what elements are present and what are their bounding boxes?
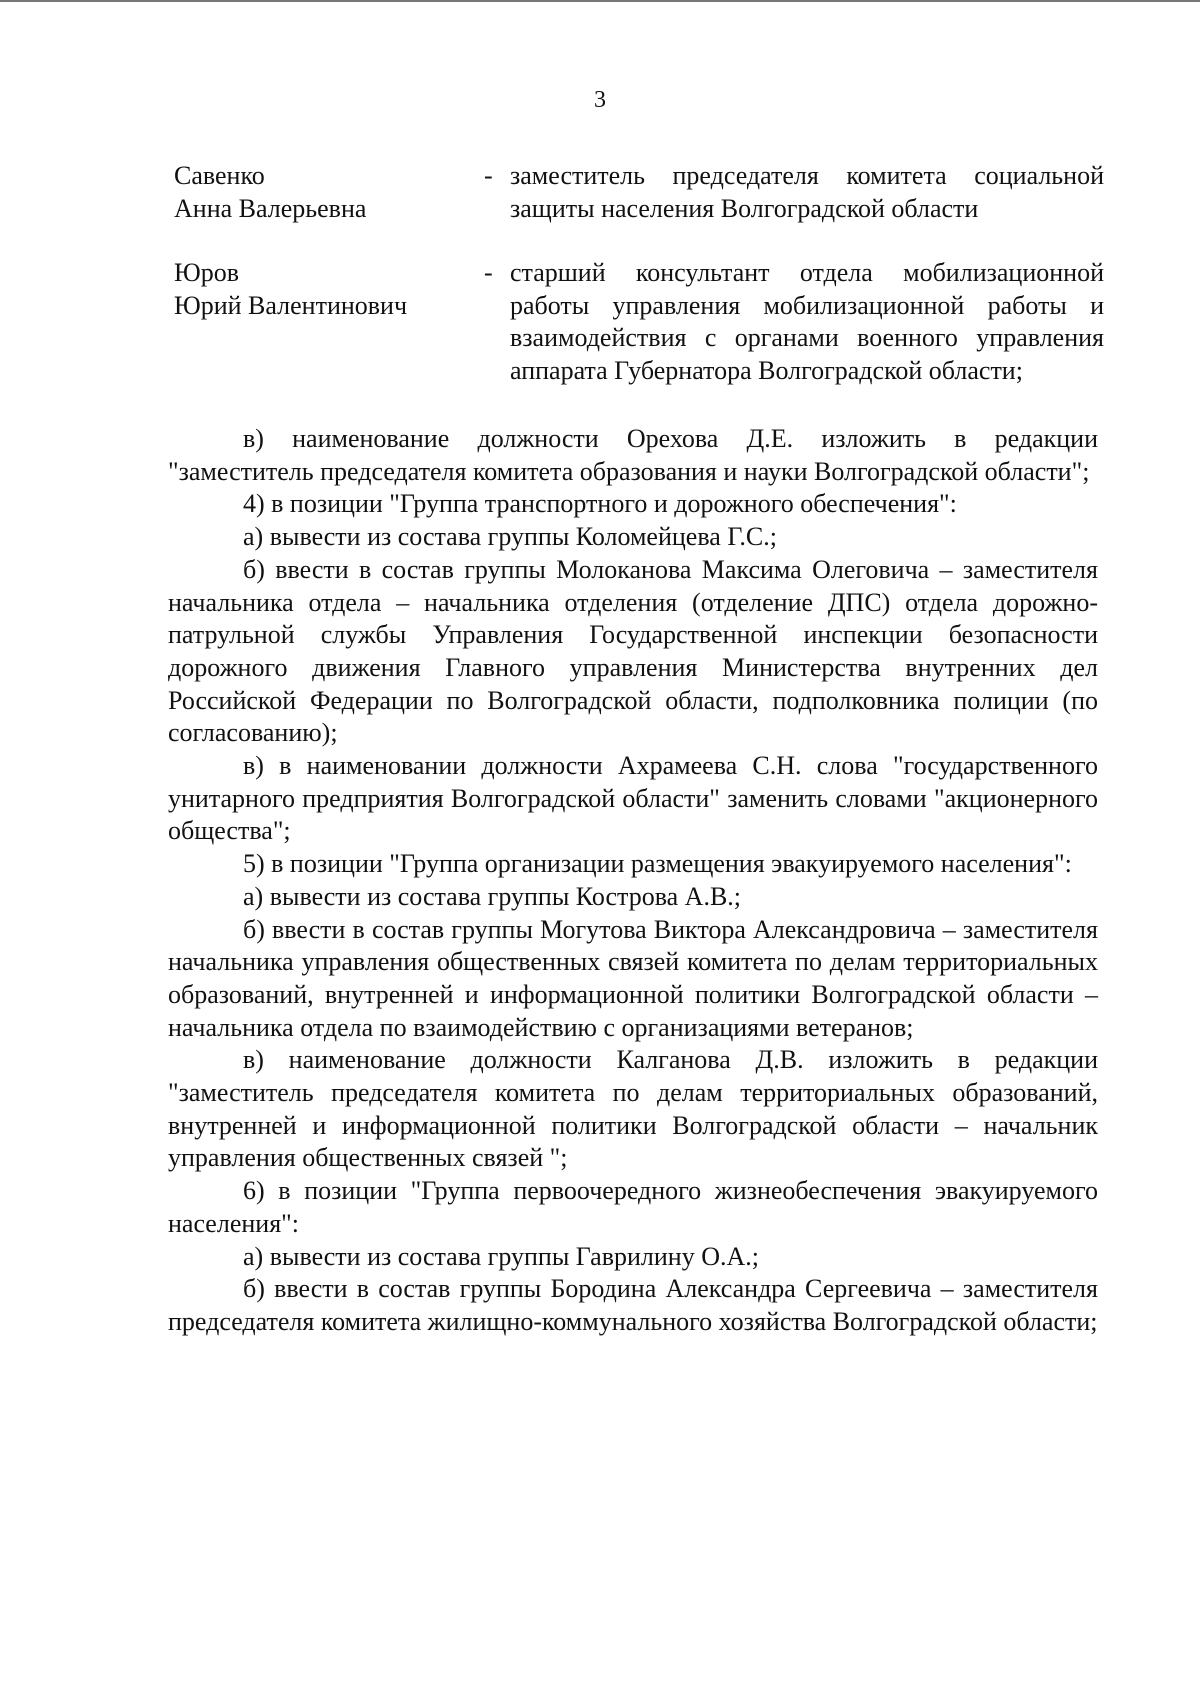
member-list <box>174 160 1104 419</box>
member-name <box>174 257 484 387</box>
paragraph: а) вывести из состава группы Гаврилину О.А.; <box>243 1241 759 1271</box>
member-dash: - <box>484 258 493 287</box>
paragraph: а) вывести из состава группы Кострова А.В.; <box>243 881 742 911</box>
member-position: старший консультант отдела мобилизационной работы управления мобилизационной работы и взаимодействия с органами военного управления аппарата Губернатора Волгоградской области; <box>510 258 1104 385</box>
paragraph: б) ввести в состав группы Молоканова Максима Олеговича – заместителя начальника отдела – начальника отделения (отделение ДПС) отдела дорожно-патрульной службы Управления Государственной инспекции безопасности дорожного движения Главного управления Министерства внутренних дел Российской Федерации по Волгоградской области, подполковника полиции (по согласованию); <box>168 554 1098 748</box>
member-given-names: Анна Валерьевна <box>174 193 367 223</box>
page-top-edge <box>0 0 1200 2</box>
member-surname: Савенко <box>174 161 265 190</box>
member-entry <box>174 160 1104 225</box>
paragraph: а) вывести из состава группы Коломейцева Г.С.; <box>243 522 777 552</box>
paragraph: 5) в позиции "Группа организации размещения эвакуируемого населения": <box>243 849 1072 879</box>
paragraph: в) наименование должности Орехова Д.Е. изложить в редакции "заместитель председателя комитета образования и науки Волгоградской области"; <box>168 424 1098 486</box>
member-name <box>174 160 484 225</box>
page-number: 3 <box>594 87 606 113</box>
paragraph: 6) в позиции "Группа первоочередного жизнеобеспечения эвакуируемого населения": <box>168 1176 1098 1238</box>
member-dash: - <box>484 161 493 190</box>
member-given-names: Юрий Валентинович <box>174 290 408 320</box>
paragraph: в) в наименовании должности Ахрамеева С.Н. слова "государственного унитарного предприятия Волгоградской области" заменить словами "акционерного общества"; <box>168 751 1098 846</box>
document-body <box>168 423 1098 1339</box>
member-surname: Юров <box>174 258 239 287</box>
paragraph: б) ввести в состав группы Могутова Виктора Александровича – заместителя начальника управления общественных связей комитета по делам территориальных образований, внутренней и информационной политики Волгоградской области – начальника отдела по взаимодействию с организациями ветеранов; <box>168 914 1098 1042</box>
member-entry <box>174 257 1104 387</box>
paragraph: б) ввести в состав группы Бородина Александра Сергеевича – заместителя председателя комитета жилищно-коммунального хозяйства Волгоградской области; <box>168 1274 1098 1336</box>
member-position: заместитель председателя комитета социальной защиты населения Волгоградской области <box>510 161 1104 223</box>
paragraph: 4) в позиции "Группа транспортного и дорожного обеспечения": <box>243 489 957 519</box>
paragraph: в) наименование должности Калганова Д.В. изложить в редакции "заместитель председателя комитета по делам территориальных образований, внутренней и информационной политики Волгоградской области – начальник управления общественных связей "; <box>168 1045 1098 1173</box>
